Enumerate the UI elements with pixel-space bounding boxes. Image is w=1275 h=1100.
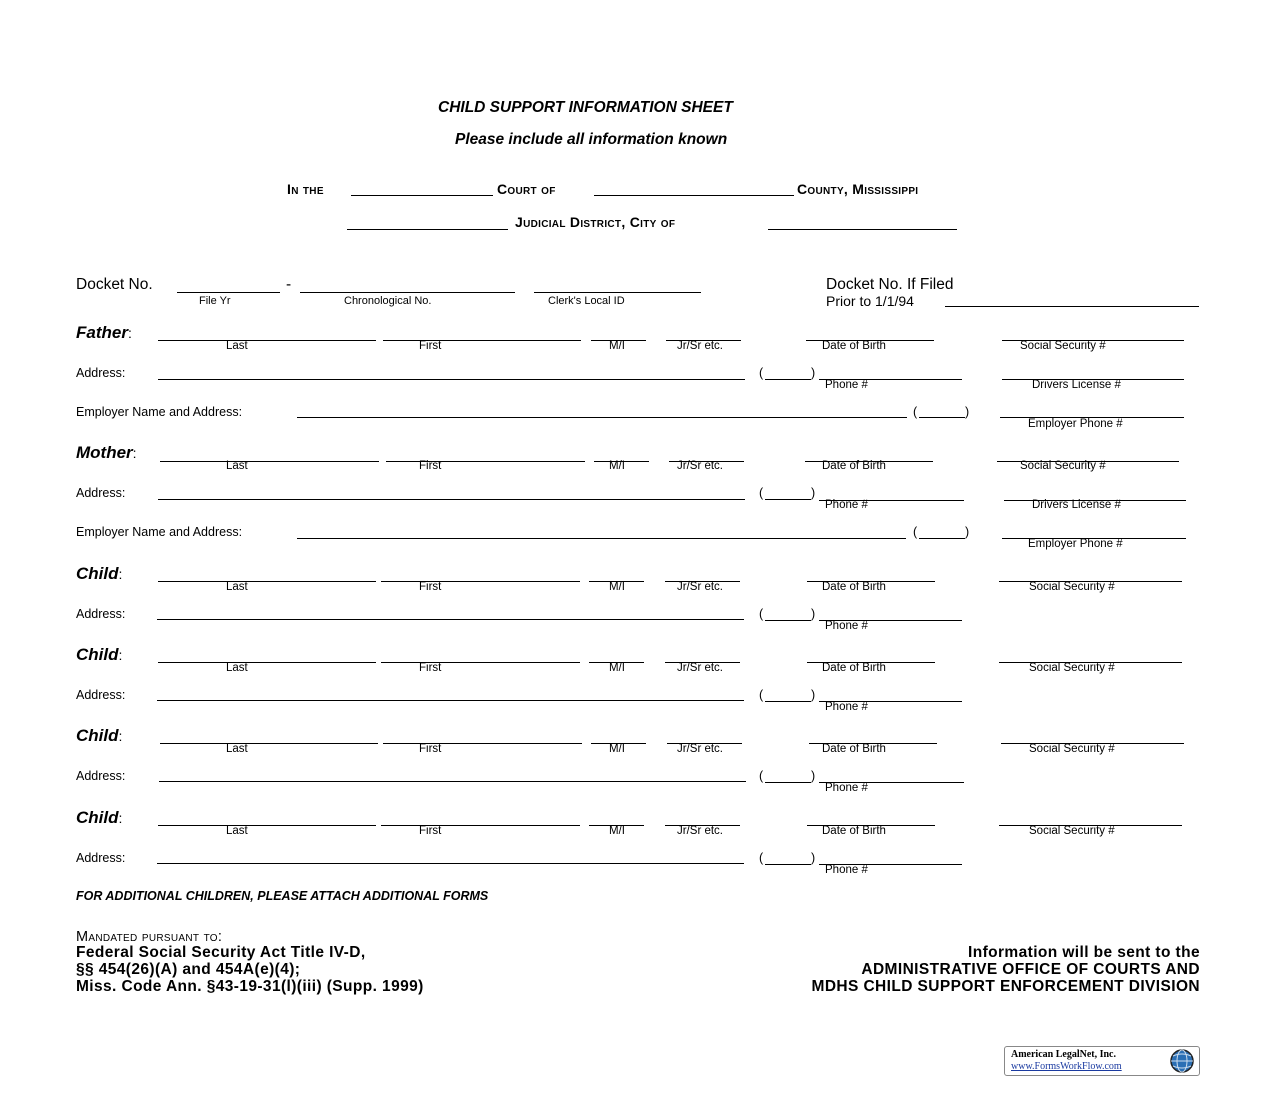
child3-ssn-caption: Social Security # (1029, 743, 1115, 755)
child1-area-code-close: ) (811, 607, 816, 621)
docket-dash: - (286, 276, 292, 293)
father-license-caption: Drivers License # (1032, 379, 1121, 391)
county-label: County, Mississippi (797, 181, 919, 197)
child4-address-label: Address: (76, 851, 126, 865)
mother-area-code-field[interactable] (765, 499, 811, 500)
child2-area-code-field[interactable] (765, 701, 811, 702)
father-employer-phone-caption: Employer Phone # (1028, 418, 1123, 430)
american-legalnet-logo[interactable] (1004, 1046, 1200, 1076)
docket-prior-field[interactable] (945, 306, 1199, 307)
child2-suffix-caption: Jr/Sr etc. (677, 662, 724, 674)
mother-address-field[interactable] (158, 499, 745, 500)
mother-first-field[interactable] (386, 461, 585, 462)
child1-ssn-caption: Social Security # (1029, 581, 1115, 593)
mother-label: Mother: (76, 443, 137, 462)
child2-first-caption: First (419, 662, 442, 674)
child2-first-field[interactable] (381, 662, 580, 663)
father-area-code-open: ( (759, 366, 764, 380)
info-line-3: MDHS CHILD SUPPORT ENFORCEMENT DIVISION (811, 978, 1200, 995)
mother-area-code-open: ( (759, 486, 764, 500)
child2-ssn-caption: Social Security # (1029, 662, 1115, 674)
docket-file-yr-field[interactable] (177, 292, 280, 293)
info-line-2: ADMINISTRATIVE OFFICE OF COURTS AND (861, 961, 1200, 978)
law-line-1: Federal Social Security Act Title IV-D, (76, 944, 366, 961)
child3-label: Child: (76, 726, 123, 745)
child4-first-caption: First (419, 825, 442, 837)
child4-dob-caption: Date of Birth (822, 825, 886, 837)
father-dob-caption: Date of Birth (822, 340, 886, 352)
mother-first-caption: First (419, 460, 442, 472)
father-suffix-caption: Jr/Sr etc. (677, 340, 724, 352)
child1-address-field[interactable] (157, 619, 744, 620)
child2-area-code-close: ) (811, 688, 816, 702)
child2-last-caption: Last (226, 662, 248, 674)
mother-last-field[interactable] (160, 461, 379, 462)
globe-icon (1167, 1048, 1197, 1074)
child4-label: Child: (76, 808, 123, 827)
father-label: Father: (76, 323, 132, 342)
child2-dob-caption: Date of Birth (822, 662, 886, 674)
child3-first-caption: First (419, 743, 442, 755)
law-line-2: §§ 454(26)(A) and 454A(e)(4); (76, 961, 301, 978)
mother-area-code-close: ) (811, 486, 816, 500)
child2-label: Child: (76, 645, 123, 664)
city-field[interactable] (768, 229, 957, 230)
child1-address-label: Address: (76, 607, 126, 621)
logo-company-name: American LegalNet, Inc. (1011, 1049, 1116, 1060)
child1-last-caption: Last (226, 581, 248, 593)
child3-address-field[interactable] (159, 781, 746, 782)
child1-last-field[interactable] (158, 581, 376, 582)
father-area-code-field[interactable] (765, 379, 811, 380)
mother-last-caption: Last (226, 460, 248, 472)
logo-url-link[interactable]: www.FormsWorkFlow.com (1011, 1061, 1122, 1072)
mother-emp-area-close: ) (965, 525, 970, 539)
additional-children-note: FOR ADDITIONAL CHILDREN, PLEASE ATTACH ADDITIONAL FORMS (76, 889, 489, 903)
clerk-id-caption: Clerk's Local ID (548, 295, 625, 307)
father-first-field[interactable] (383, 340, 581, 341)
docket-if-filed-label: Docket No. If Filed (826, 276, 954, 293)
mother-emp-area-field[interactable] (919, 538, 965, 539)
in-the-label: In the (287, 181, 324, 197)
child1-suffix-caption: Jr/Sr etc. (677, 581, 724, 593)
child2-mi-caption: M/I (609, 662, 625, 674)
child4-area-code-close: ) (811, 851, 816, 865)
father-employer-field[interactable] (297, 417, 907, 418)
father-last-field[interactable] (158, 340, 376, 341)
form-subtitle: Please include all information known (455, 131, 728, 148)
mother-employer-field[interactable] (297, 538, 906, 539)
father-mi-caption: M/I (609, 340, 625, 352)
child4-phone-caption: Phone # (825, 864, 868, 876)
child1-first-field[interactable] (381, 581, 580, 582)
child2-address-label: Address: (76, 688, 126, 702)
docket-label: Docket No. (76, 276, 153, 293)
child4-area-code-field[interactable] (765, 864, 811, 865)
mother-ssn-caption: Social Security # (1020, 460, 1106, 472)
child4-mi-caption: M/I (609, 825, 625, 837)
child3-address-label: Address: (76, 769, 126, 783)
child1-area-code-open: ( (759, 607, 764, 621)
child4-last-field[interactable] (158, 825, 376, 826)
father-area-code-close: ) (811, 366, 816, 380)
child4-area-code-open: ( (759, 851, 764, 865)
father-address-field[interactable] (158, 379, 745, 380)
docket-chronological-field[interactable] (300, 292, 515, 293)
child3-area-code-close: ) (811, 769, 816, 783)
child4-suffix-caption: Jr/Sr etc. (677, 825, 724, 837)
judicial-district-label: Judicial District, City of (515, 214, 676, 230)
file-yr-caption: File Yr (199, 295, 231, 307)
child2-address-field[interactable] (157, 700, 744, 701)
info-line-1: Information will be sent to the (968, 944, 1200, 961)
father-emp-area-close: ) (965, 405, 970, 419)
docket-clerk-id-field[interactable] (534, 292, 701, 293)
child4-first-field[interactable] (381, 825, 580, 826)
court-of-label: Court of (497, 181, 556, 197)
father-employer-label: Employer Name and Address: (76, 405, 243, 419)
mother-suffix-caption: Jr/Sr etc. (677, 460, 724, 472)
child2-last-field[interactable] (158, 662, 376, 663)
docket-prior-label: Prior to 1/1/94 (826, 293, 914, 309)
child4-address-field[interactable] (157, 863, 744, 864)
mother-address-label: Address: (76, 486, 126, 500)
father-ssn-caption: Social Security # (1020, 340, 1106, 352)
mother-license-caption: Drivers License # (1032, 499, 1121, 511)
child1-label: Child: (76, 564, 123, 583)
father-phone-caption: Phone # (825, 379, 868, 391)
court-type-field[interactable] (351, 195, 493, 196)
child1-first-caption: First (419, 581, 442, 593)
child3-dob-caption: Date of Birth (822, 743, 886, 755)
father-last-caption: Last (226, 340, 248, 352)
chronological-caption: Chronological No. (344, 295, 432, 307)
mother-employer-label: Employer Name and Address: (76, 525, 243, 539)
child3-last-field[interactable] (160, 743, 378, 744)
child3-first-field[interactable] (383, 743, 582, 744)
child4-last-caption: Last (226, 825, 248, 837)
mandated-label: Mandated pursuant to: (76, 929, 223, 945)
form-title: CHILD SUPPORT INFORMATION SHEET (438, 99, 733, 116)
child2-phone-caption: Phone # (825, 701, 868, 713)
mother-employer-phone-caption: Employer Phone # (1028, 538, 1123, 550)
mother-mi-caption: M/I (609, 460, 625, 472)
father-emp-area-open: ( (913, 405, 918, 419)
child1-mi-caption: M/I (609, 581, 625, 593)
child3-area-code-open: ( (759, 769, 764, 783)
child4-ssn-caption: Social Security # (1029, 825, 1115, 837)
child2-area-code-open: ( (759, 688, 764, 702)
child3-last-caption: Last (226, 743, 248, 755)
judicial-district-field[interactable] (347, 229, 508, 230)
child1-phone-caption: Phone # (825, 620, 868, 632)
child3-mi-caption: M/I (609, 743, 625, 755)
child3-phone-caption: Phone # (825, 782, 868, 794)
father-address-label: Address: (76, 366, 126, 380)
father-emp-area-field[interactable] (919, 417, 965, 418)
mother-dob-caption: Date of Birth (822, 460, 886, 472)
father-first-caption: First (419, 340, 442, 352)
mother-phone-caption: Phone # (825, 499, 868, 511)
child1-dob-caption: Date of Birth (822, 581, 886, 593)
child3-suffix-caption: Jr/Sr etc. (677, 743, 724, 755)
law-line-3: Miss. Code Ann. §43-19-31(l)(iii) (Supp. 1999) (76, 978, 424, 995)
child3-area-code-field[interactable] (765, 782, 811, 783)
county-field[interactable] (594, 195, 794, 196)
mother-emp-area-open: ( (913, 525, 918, 539)
child1-area-code-field[interactable] (765, 620, 811, 621)
